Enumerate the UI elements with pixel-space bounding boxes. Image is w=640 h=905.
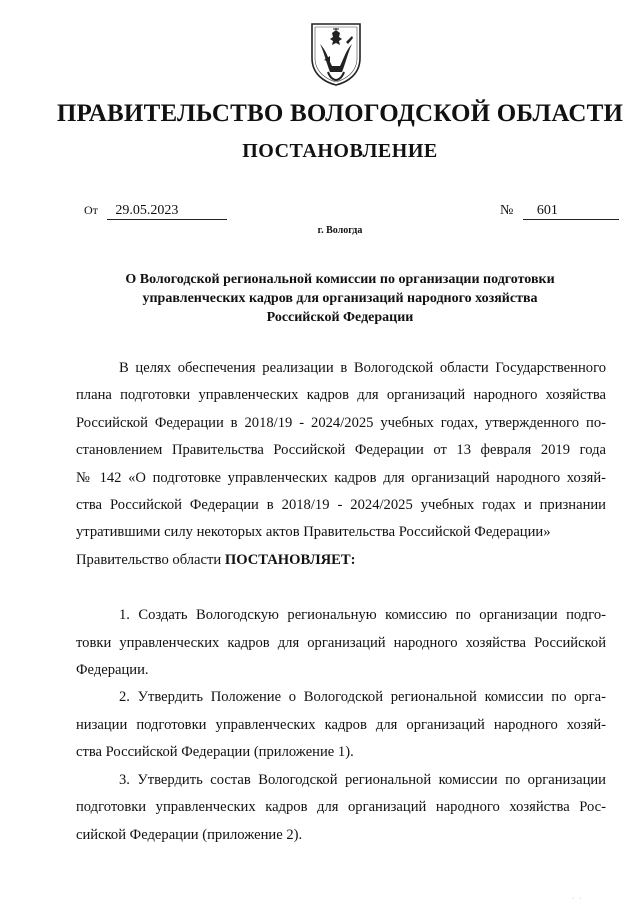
preamble-line: утратившими силу некоторых актов Правительства Российской Федерации» (76, 524, 551, 541)
document-number: 601 (523, 203, 619, 220)
item-2-line: ства Российской Федерации (приложение 1). (76, 744, 354, 761)
document-body (76, 355, 606, 849)
preamble-line: В целях обеспечения реализации в Вологодской области Государственного (119, 360, 606, 376)
document-type-title: ПОСТАНОВЛЕНИЕ (242, 140, 438, 162)
preamble-resolve-line (76, 547, 606, 574)
from-label: От (84, 203, 98, 217)
resolve-keyword: ПОСТАНОВЛЯЕТ: (224, 551, 356, 568)
item-2-line: 2. Утвердить Положение о Вологодской региональной комиссии по орга- (119, 689, 606, 706)
scan-artifact: · · (572, 896, 584, 902)
government-title: ПРАВИТЕЛЬСТВО ВОЛОГОДСКОЙ ОБЛАСТИ (56, 100, 624, 127)
item-3-line: подготовки управленческих кадров для организаций народного хозяйства Рос- (76, 799, 606, 816)
subject-line: управленческих кадров для организаций народного хозяйства (142, 291, 538, 306)
preamble-line: № 142 «О подготовке управленческих кадров для организаций народного хозяй- (76, 469, 606, 486)
item-3-line: 3. Утвердить состав Вологодской региональной комиссии по организации (119, 771, 606, 788)
item-3-line: сийской Федерации (приложение 2). (76, 826, 303, 843)
document-subject (100, 270, 580, 327)
item-1-line: Федерации. (76, 662, 149, 679)
item-1-line: товки управленческих кадров для организаций народного хозяйства Российской (76, 634, 606, 651)
item-1-line: 1. Создать Вологодскую региональную комиссию по организации подго- (119, 607, 606, 624)
preamble-line: плана подготовки управленческих кадров для организаций народного хозяйства (76, 387, 606, 404)
subject-line: О Вологодской региональной комиссии по организации подготовки (125, 272, 555, 287)
item-2-line: низации подготовки управленческих кадров для организаций народного хозяй- (76, 716, 606, 733)
subject-line: Российской Федерации (266, 310, 414, 325)
preamble-line: становлением Правительства Российской Федерации от 13 февраля 2019 года (76, 442, 606, 459)
number-row (500, 203, 619, 220)
city-label: г. Вологда (317, 225, 363, 236)
preamble-line: Российской Федерации в 2018/19 - 2024/2025 учебных годах, утвержденного по- (76, 414, 606, 431)
preamble-resolve-prefix: Правительство области (76, 551, 225, 568)
document-date: 29.05.2023 (107, 203, 227, 220)
preamble-line: ства Российской Федерации в 2018/19 - 2024/2025 учебных годах и признании (76, 497, 606, 514)
date-row (84, 203, 227, 220)
number-label: № (500, 203, 514, 218)
coat-of-arms-icon (306, 22, 366, 86)
